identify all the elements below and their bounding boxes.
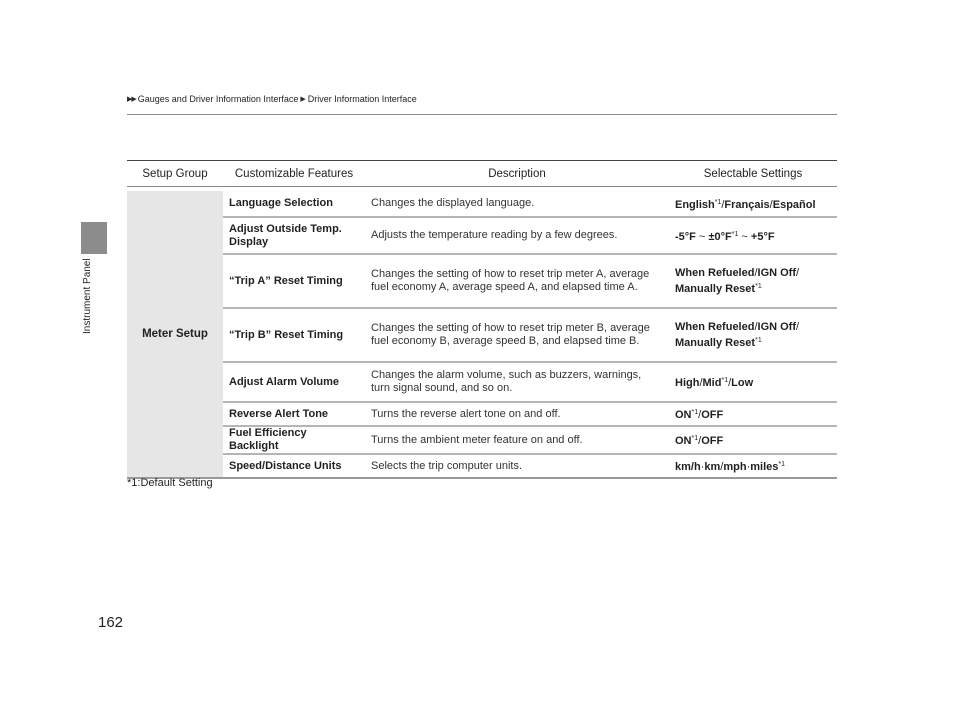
double-arrow-icon: ▶▶ — [127, 96, 136, 103]
selectable-settings — [669, 254, 837, 308]
setting-option: Manually Reset — [675, 337, 756, 349]
setting-option: mph — [723, 461, 747, 473]
feature-description: Adjusts the temperature reading by a few degrees. — [365, 217, 669, 254]
setting-option: Français — [724, 198, 770, 211]
selectable-settings — [669, 217, 837, 254]
setting-option: ON — [675, 435, 692, 447]
selectable-settings — [669, 454, 837, 478]
setting-option: +5°F — [750, 230, 775, 243]
feature-name: Reverse Alert Tone — [223, 402, 365, 426]
feature-name: Speed/Distance Units — [223, 454, 365, 478]
breadcrumb-item[interactable]: Gauges and Driver Information Interface — [137, 94, 299, 104]
table-row — [127, 254, 837, 308]
setting-option: Low — [731, 377, 754, 389]
header-description: Description — [365, 161, 669, 187]
setting-option: / — [699, 377, 703, 389]
setting-option: Español — [772, 198, 816, 211]
selectable-settings — [669, 426, 837, 454]
setting-option: / — [769, 198, 773, 211]
feature-description: Changes the setting of how to reset trip meter A, average fuel economy A, average speed A, and elapsed time A. — [365, 254, 669, 308]
setting-option: When Refueled — [675, 321, 755, 333]
selectable-settings — [669, 191, 837, 217]
selectable-settings — [669, 308, 837, 362]
feature-name: Language Selection — [223, 191, 365, 217]
setting-option: OFF — [701, 409, 724, 421]
feature-name: Adjust Alarm Volume — [223, 362, 365, 402]
table-row — [127, 217, 837, 254]
default-marker: *1 — [755, 283, 762, 290]
header-features: Customizable Features — [223, 161, 365, 187]
setting-option: English — [675, 198, 715, 211]
feature-name: “Trip B” Reset Timing — [223, 308, 365, 362]
feature-name: Fuel Efficiency Backlight — [223, 426, 365, 454]
default-marker: *1 — [691, 435, 699, 442]
setting-option: km — [704, 461, 721, 473]
setting-option: / — [721, 198, 725, 211]
setting-option: miles — [750, 461, 779, 473]
setting-option: -5°F — [675, 230, 696, 243]
setting-option: IGN Off — [757, 321, 797, 333]
setting-option: Manually Reset — [675, 283, 756, 295]
setting-option: / — [754, 321, 758, 333]
setting-option: / — [754, 267, 758, 279]
setting-option: / — [728, 377, 732, 389]
setting-option: ON — [675, 409, 692, 421]
setting-option: / — [698, 409, 702, 421]
table-body — [127, 187, 837, 479]
setting-option: OFF — [701, 435, 724, 447]
default-marker: *1 — [731, 230, 739, 238]
default-marker: *1 — [721, 377, 729, 384]
table-row — [127, 308, 837, 362]
setting-option: · — [746, 461, 751, 473]
setting-option: ~ — [738, 230, 751, 243]
setting-option: km/h — [675, 461, 701, 473]
table-row — [127, 191, 837, 217]
setting-option: / — [720, 461, 724, 473]
feature-description: Changes the displayed language. — [365, 191, 669, 217]
setting-option: / — [796, 321, 800, 333]
header-settings: Selectable Settings — [669, 161, 837, 187]
table-row — [127, 362, 837, 402]
setting-option: / — [796, 267, 800, 279]
feature-description: Turns the reverse alert tone on and off. — [365, 402, 669, 426]
header-rule — [127, 114, 837, 115]
header-setup-group: Setup Group — [127, 161, 223, 187]
feature-name: Adjust Outside Temp. Display — [223, 217, 365, 254]
page-number: 162 — [98, 614, 124, 631]
setting-option: When Refueled — [675, 267, 755, 279]
default-marker: *1 — [714, 198, 722, 206]
chapter-tab — [81, 222, 107, 254]
setup-group-cell: Meter Setup — [127, 191, 223, 478]
setting-option: Mid — [702, 377, 722, 389]
setting-option: / — [698, 435, 702, 447]
feature-description: Turns the ambient meter feature on and off. — [365, 426, 669, 454]
breadcrumb-item[interactable]: Driver Information Interface — [307, 94, 417, 104]
default-marker: *1 — [755, 337, 762, 344]
setting-option: ~ — [695, 230, 709, 243]
selectable-settings — [669, 362, 837, 402]
table-row — [127, 454, 837, 478]
chapter-label: Instrument Panel — [82, 258, 93, 334]
feature-description: Selects the trip computer units. — [365, 454, 669, 478]
table-row — [127, 402, 837, 426]
setting-option: ±0°F — [708, 230, 732, 243]
setting-option: High — [675, 377, 700, 389]
footnote: *1:Default Setting — [127, 477, 213, 489]
arrow-icon: ▶ — [300, 96, 306, 103]
default-marker: *1 — [778, 461, 785, 468]
breadcrumb — [127, 94, 417, 104]
feature-description: Changes the alarm volume, such as buzzers, warnings, turn signal sound, and so on. — [365, 362, 669, 402]
settings-table — [127, 160, 837, 479]
selectable-settings — [669, 402, 837, 426]
feature-description: Changes the setting of how to reset trip meter B, average fuel economy B, average speed B, and elapsed time B. — [365, 308, 669, 362]
default-marker: *1 — [691, 409, 699, 416]
feature-name: “Trip A” Reset Timing — [223, 254, 365, 308]
setting-option: IGN Off — [757, 267, 797, 279]
table-row — [127, 426, 837, 454]
table-header-row — [127, 161, 837, 187]
setting-option: · — [700, 461, 705, 473]
